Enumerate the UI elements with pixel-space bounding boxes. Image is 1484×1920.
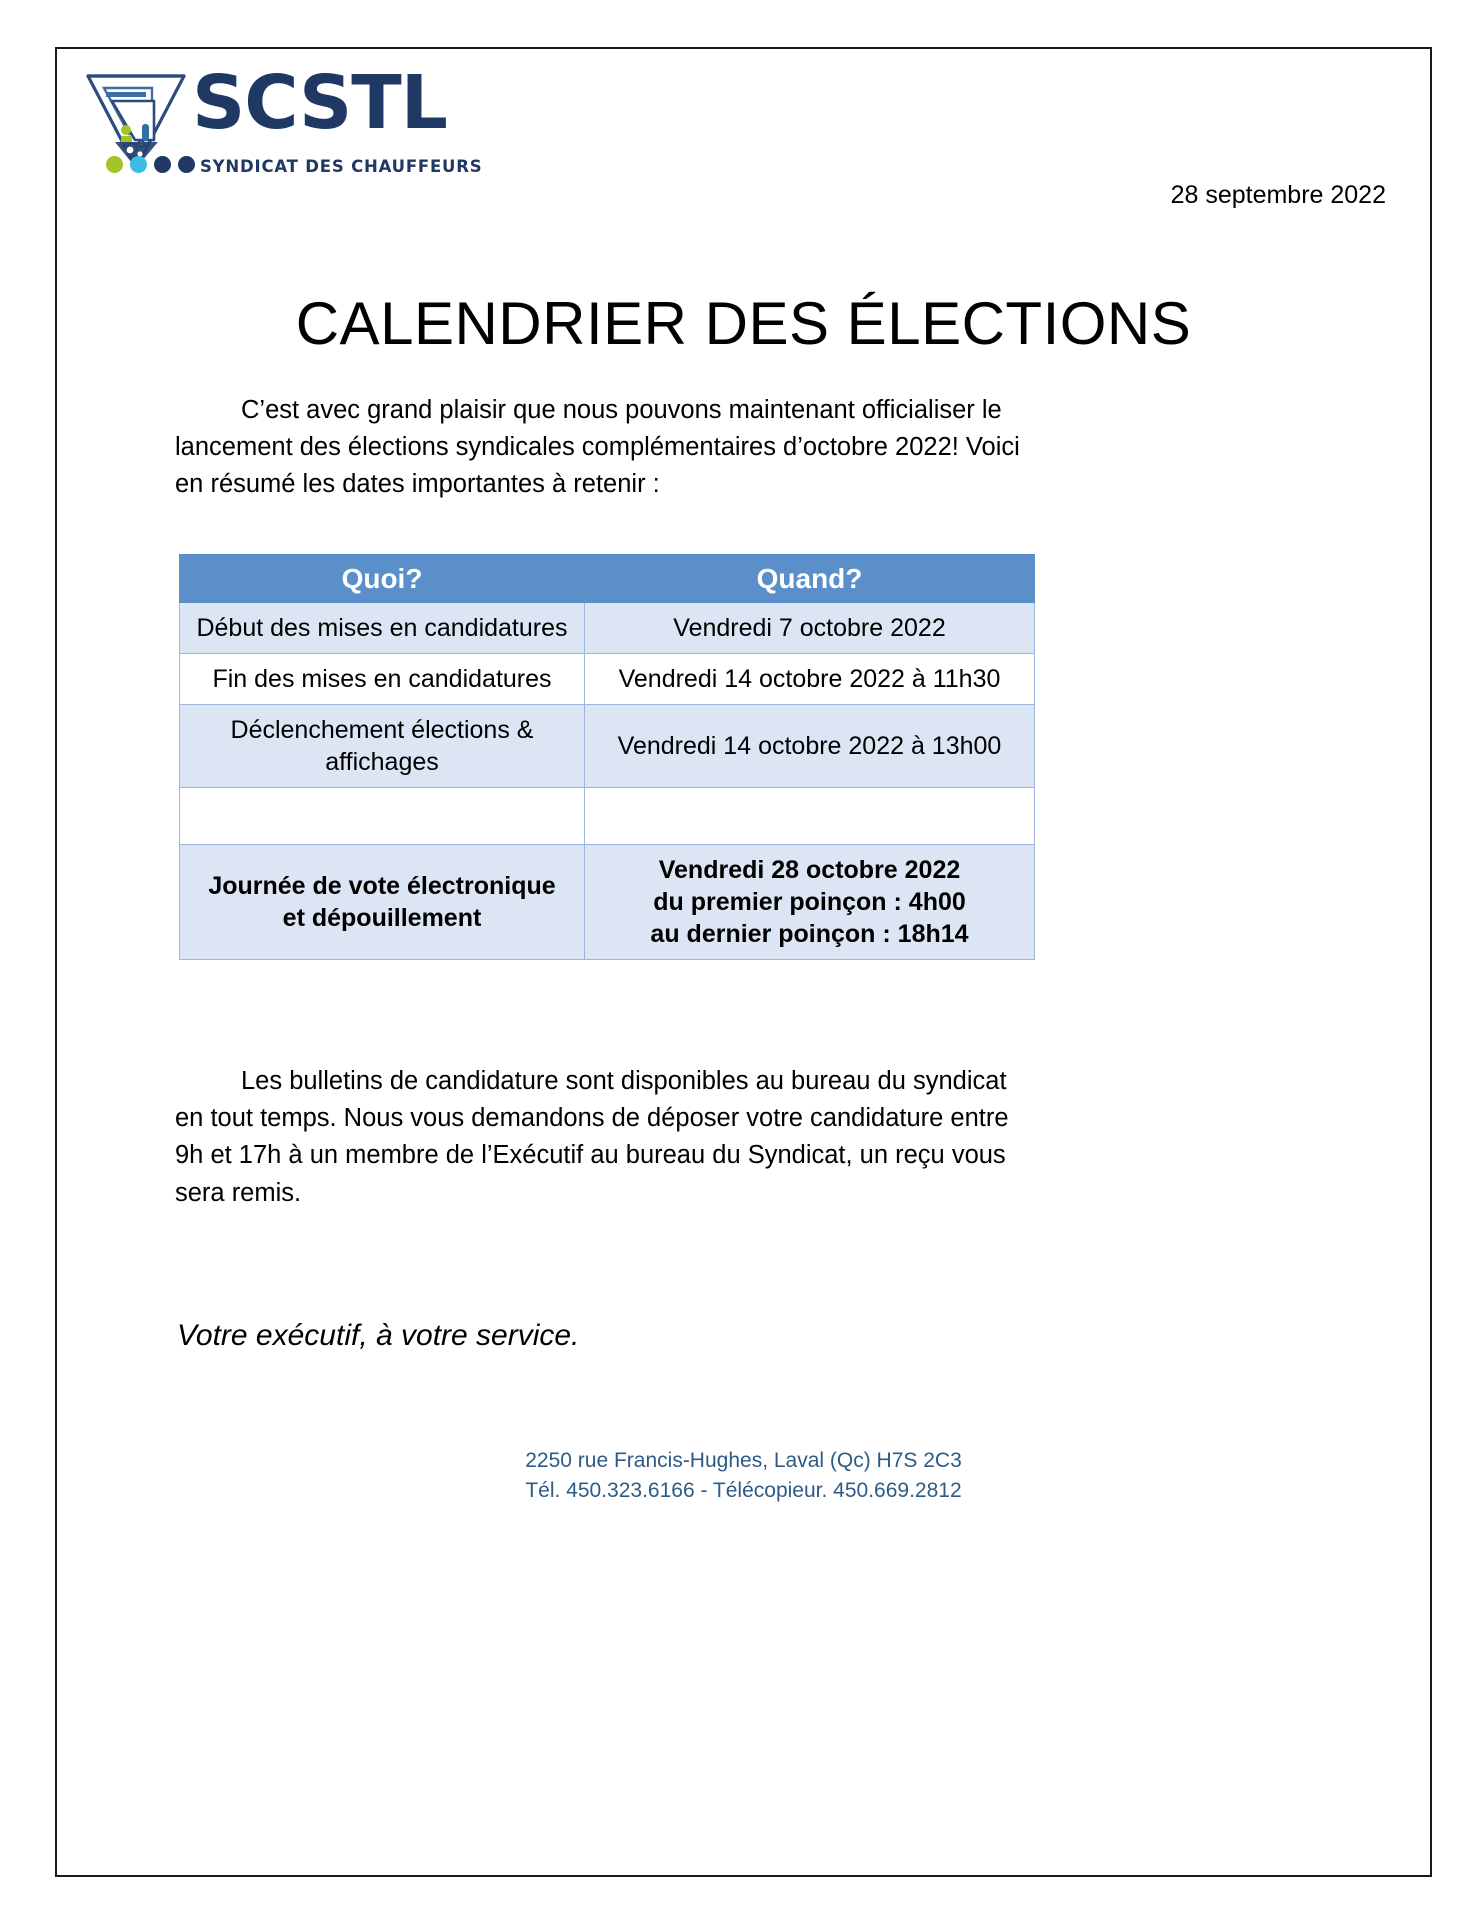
footer-contact: Tél. 450.323.6166 - Télécopieur. 450.669.2812 bbox=[525, 1479, 962, 1503]
table-row bbox=[180, 705, 1035, 788]
scstl-logo bbox=[82, 60, 483, 185]
cell-quoi bbox=[180, 705, 585, 788]
table-row bbox=[180, 603, 1035, 654]
cell-quand-line-1: Vendredi 28 octobre 2022 bbox=[658, 856, 961, 884]
election-calendar-table bbox=[179, 554, 1034, 960]
logo-wordmark: SCSTL bbox=[192, 60, 447, 146]
cell-quand-line-2: du premier poinçon : 4h00 bbox=[653, 888, 966, 916]
logo-dot-cyan bbox=[130, 156, 147, 173]
footer bbox=[57, 1446, 1430, 1507]
cell-quand: Vendredi 14 octobre 2022 à 13h00 bbox=[585, 705, 1035, 788]
table-header-quand: Quand? bbox=[585, 555, 1035, 603]
table-row bbox=[180, 654, 1035, 705]
cell-quand-empty bbox=[585, 788, 1035, 845]
cell-quand-line-3: au dernier poinçon : 18h14 bbox=[650, 920, 969, 948]
table-row-empty bbox=[180, 788, 1035, 845]
cell-quand: Vendredi 14 octobre 2022 à 11h30 bbox=[585, 654, 1035, 705]
document-date: 28 septembre 2022 bbox=[1170, 181, 1386, 209]
cell-quoi-line-1: Déclenchement élections & bbox=[230, 716, 534, 744]
page-title: CALENDRIER DES ÉLECTIONS bbox=[295, 290, 1192, 358]
cell-quand bbox=[585, 845, 1035, 960]
signature-line: Votre exécutif, à votre service. bbox=[177, 1319, 580, 1352]
logo-dot-navy-2 bbox=[178, 156, 195, 173]
table-header-row bbox=[180, 555, 1035, 603]
cell-quoi-line-2: et dépouillement bbox=[282, 904, 482, 932]
closing-paragraph: Les bulletins de candidature sont disponibles au bureau du syndicat en tout temps. Nous vous demandons de déposer votre candidature entre 9h et 17h à un membre de l’Exécutif au bureau du Syndicat, un reçu vous sera remis. bbox=[175, 1066, 1009, 1207]
logo-dot-green bbox=[106, 156, 123, 173]
footer-address: 2250 rue Francis-Hughes, Laval (Qc) H7S 2C3 bbox=[525, 1449, 962, 1472]
logo-tagline: SYNDICAT DES CHAUFFEURS bbox=[200, 157, 483, 176]
logo-dot-navy-1 bbox=[154, 156, 171, 173]
cell-quoi bbox=[180, 845, 585, 960]
cell-quoi-line-1: Journée de vote électronique bbox=[208, 872, 556, 900]
document-content bbox=[57, 49, 1430, 1875]
table-row bbox=[180, 845, 1035, 960]
cell-quoi-empty bbox=[180, 788, 585, 845]
table-header-quoi: Quoi? bbox=[180, 555, 585, 603]
intro-paragraph: C’est avec grand plaisir que nous pouvons maintenant officialiser le lancement des élections syndicales complémentaires d’octobre 2022! Voici en résumé les dates importantes à retenir : bbox=[175, 395, 1020, 499]
cell-quoi: Début des mises en candidatures bbox=[180, 603, 585, 654]
logo-dot-group bbox=[106, 156, 195, 173]
cell-quoi: Fin des mises en candidatures bbox=[180, 654, 585, 705]
cell-quand: Vendredi 7 octobre 2022 bbox=[585, 603, 1035, 654]
cell-quoi-line-2: affichages bbox=[325, 748, 439, 776]
